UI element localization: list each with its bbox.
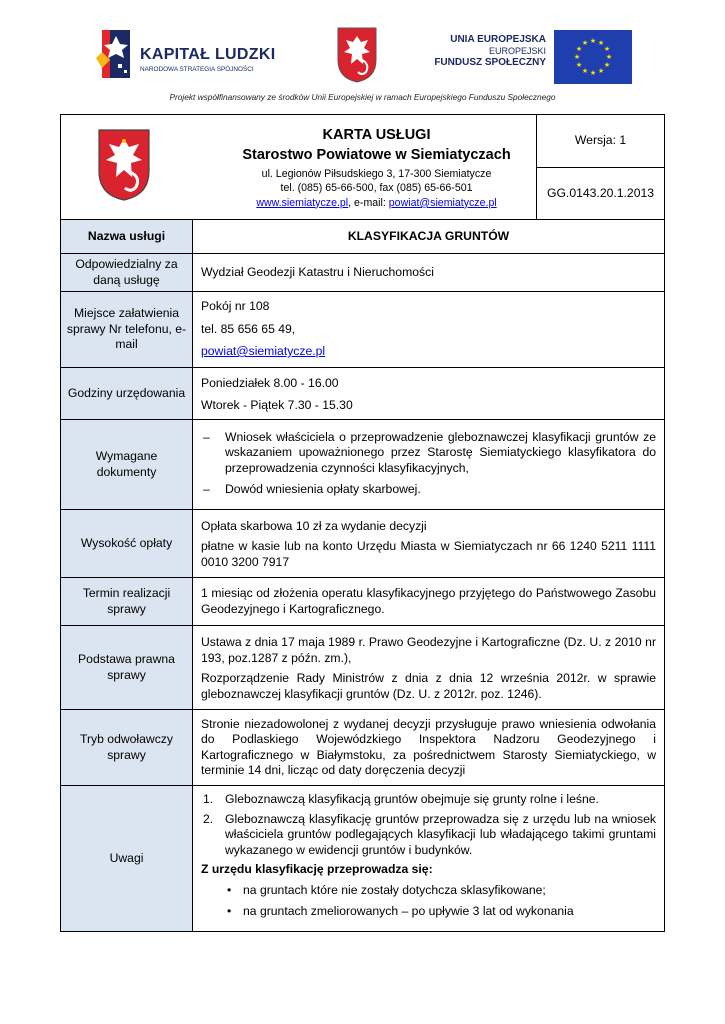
note-bullet-text: na gruntach które nie zostały dotychcza sklasyfikowane;	[243, 882, 546, 897]
svg-text:★: ★	[573, 53, 581, 61]
svg-text:★: ★	[581, 67, 589, 75]
kapital-ludzki-logo	[96, 28, 276, 88]
note-number: 1.	[203, 792, 214, 806]
office-address: ul. Legionów Piłsudskiego 3, 17-300 Siemiatycze	[261, 167, 492, 180]
coat-of-arms-icon	[336, 26, 378, 84]
service-card-table	[60, 114, 665, 932]
office-web-email	[221, 196, 532, 211]
svg-text:★: ★	[597, 67, 605, 75]
place-label: Miejsce załatwienia sprawy Nr telefonu, e-mail	[61, 292, 193, 368]
fee-line-1: Opłata skarbowa 10 zł za wydanie decyzji	[201, 518, 427, 533]
service-name-label: Nazwa usługi	[61, 220, 193, 254]
place-email-link[interactable]: powiat@siemiatycze.pl	[201, 344, 326, 358]
svg-text:★: ★	[575, 45, 583, 53]
legal-basis-line-2: Rozporządzenie Rady Ministrów z dnia z dnia 12 września 2012r. w sprawie gleboznawczej klasyfikacji gruntów (Dz. U. z 2012r. poz. 1246).	[201, 671, 657, 701]
note-bullet-text: na gruntach zmeliorowanych – po upływie 3 lat od wykonania	[243, 904, 574, 918]
notes-value	[193, 786, 665, 932]
ue-line1: UNIA EUROPEJSKA	[450, 34, 546, 45]
room-number: Pokój nr 108	[201, 299, 270, 313]
place-phone: tel. 85 656 65 49,	[201, 321, 296, 336]
note-item	[201, 812, 656, 859]
document-item	[201, 430, 656, 477]
email-prefix: , e-mail:	[348, 196, 389, 209]
notes-subheading: Z urzędu klasyfikację przeprowadza się:	[201, 862, 433, 876]
legal-basis-label: Podstawa prawna sprawy	[61, 626, 193, 710]
card-header	[61, 115, 537, 220]
cofinancing-caption: Projekt współfinansowany ze środków Unii Europejskiej w ramach Europejskiego Funduszu Społecznego	[169, 92, 556, 102]
svg-text:★: ★	[589, 37, 597, 45]
place-value	[193, 292, 665, 368]
svg-text:★: ★	[603, 45, 611, 53]
dash-marker: –	[203, 482, 210, 496]
fee-label: Wysokość opłaty	[61, 510, 193, 578]
documents-label: Wymagane dokumenty	[61, 420, 193, 510]
note-item	[201, 792, 656, 808]
legal-basis-line-1: Ustawa z dnia 17 maja 1989 r. Prawo Geodezyjne i Kartograficzne (Dz. U. z 2010 nr 193, poz.1287 z późn. zm.),	[201, 635, 657, 665]
kapital-ludzki-subtitle: NARODOWA STRATEGIA SPÓJNOŚCI	[140, 66, 254, 73]
svg-text:★: ★	[605, 53, 613, 61]
note-bullet-item	[201, 883, 656, 899]
service-name-value: KLASYFIKACJA GRUNTÓW	[193, 220, 665, 254]
siemiatycze-coat-of-arms-icon	[96, 127, 152, 203]
office-phone-fax: tel. (085) 65-66-500, fax (085) 65-66-501	[280, 182, 473, 195]
card-title: KARTA USŁUGI	[322, 126, 431, 143]
svg-text:★: ★	[597, 39, 605, 47]
hours-line-2: Wtorek - Piątek 7.30 - 15.30	[201, 397, 353, 412]
note-bullet-item	[201, 904, 656, 920]
deadline-value: 1 miesiąc od złożenia operatu klasyfikacyjnego przyjętego do Państwowego Zasobu Geodezyjnego i Kartograficznego.	[193, 578, 665, 626]
version-cell: Wersja: 1	[537, 115, 665, 168]
hours-value	[193, 368, 665, 420]
office-name: Starostwo Powiatowe w Siemiatyczach	[242, 146, 511, 163]
ue-text	[432, 34, 546, 69]
email-link[interactable]: powiat@siemiatycze.pl	[388, 196, 497, 209]
svg-text:★: ★	[603, 61, 611, 69]
bullet-marker: •	[227, 882, 232, 897]
hours-label: Godziny urzędowania	[61, 368, 193, 420]
appeal-label: Tryb odwoławczy sprawy	[61, 710, 193, 786]
appeal-value: Stronie niezadowolonej z wydanej decyzji przysługuje prawo wniesienia odwołania do Podlaskiego Wojewódzkiego Inspektora Nadzoru Geodezyjnego i Kartograficznego w Białymstoku, za pośrednictwem Starosty Siemiatyckiego, w terminie 14 dni, licząc od daty doręczenia decyzji	[193, 710, 665, 786]
notes-label: Uwagi	[61, 786, 193, 932]
svg-text:★: ★	[581, 39, 589, 47]
deadline-label: Termin realizacji sprawy	[61, 578, 193, 626]
legal-basis-value	[193, 626, 665, 710]
svg-text:★: ★	[575, 61, 583, 69]
note-text: Gleboznawczą klasyfikacją gruntów obejmuje się grunty rolne i leśne.	[225, 792, 599, 806]
svg-text:★: ★	[589, 69, 597, 77]
website-link[interactable]: www.siemiatycze.pl	[256, 196, 349, 209]
responsible-label: Odpowiedzialny za daną usługę	[61, 254, 193, 292]
kapital-ludzki-title: KAPITAŁ LUDZKI	[140, 46, 276, 63]
responsible-value: Wydział Geodezji Katastru i Nieruchomości	[193, 254, 665, 292]
kapital-ludzki-emblem-icon	[96, 28, 138, 86]
ue-line3: FUNDUSZ SPOŁECZNY	[434, 57, 546, 68]
fee-value	[193, 510, 665, 578]
dash-marker: –	[203, 429, 210, 444]
hours-line-1: Poniedziałek 8.00 - 16.00	[201, 376, 339, 390]
documents-value	[193, 420, 665, 510]
document-code: GG.0143.20.1.2013	[537, 168, 665, 220]
document-item-text: Wniosek właściciela o przeprowadzenie gleboznawczej klasyfikacji gruntów ze wskazaniem upoważnionego przez Starostę Siemiatyckiego klasyfikatora do przeprowadzenia czynności klasyfikacyjnych,	[225, 429, 657, 475]
document-item-text: Dowód wniesienia opłaty skarbowej.	[225, 482, 421, 496]
ue-line2: EUROPEJSKI	[488, 45, 546, 56]
eu-flag-icon	[554, 30, 632, 84]
logo-strip	[0, 24, 725, 92]
bullet-marker: •	[227, 904, 232, 918]
note-number: 2.	[203, 811, 214, 826]
note-text: Gleboznawczą klasyfikację gruntów przeprowadza się z urzędu lub na wniosek właściciela gruntów podlegających klasyfikacji lub władającego takimi gruntami wykazanego w ewidencji gruntów i budynków.	[225, 811, 657, 857]
fee-line-2: płatne w kasie lub na konto Urzędu Miasta w Siemiatyczach nr 66 1240 5211 1111 0010 3200 7917	[201, 539, 657, 569]
document-item	[201, 482, 656, 498]
